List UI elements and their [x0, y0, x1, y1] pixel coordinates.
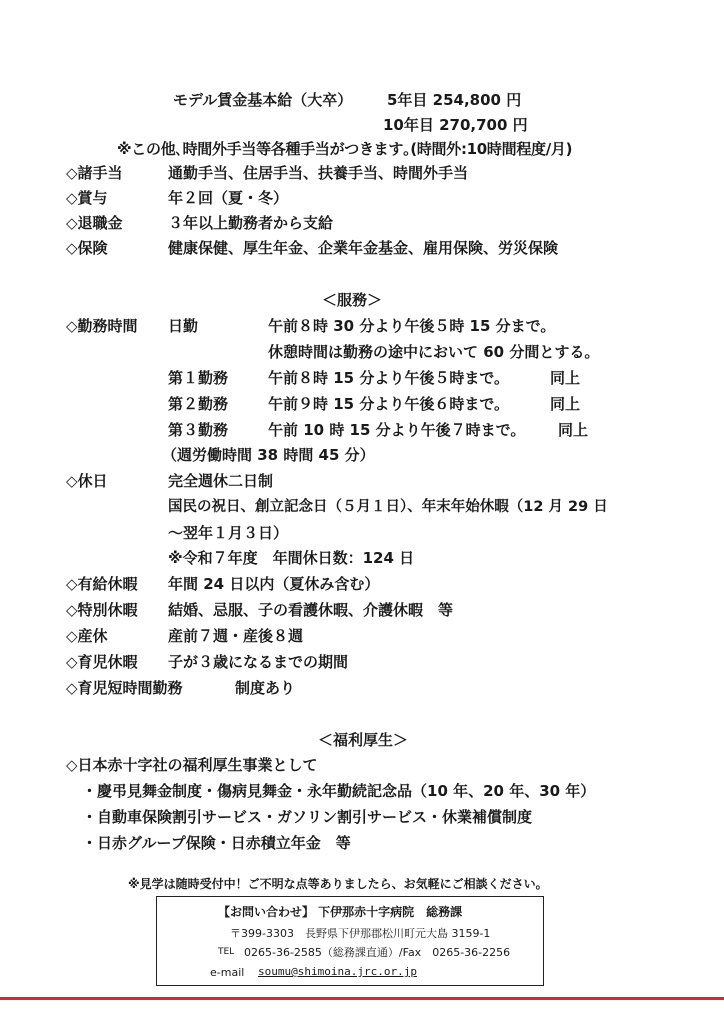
contact-address: 〒399-3303 長野県下伊那郡松川町元大島 3159-1 — [230, 927, 491, 940]
shift-time: 午前８時 30 分より午後５時 15 分まで。 — [268, 317, 556, 335]
leave-label: ◇育児短時間勤務 — [66, 679, 183, 697]
leave-label: ◇有給休暇 — [66, 575, 138, 593]
welfare-item: ・日赤グループ保険・日赤積立年金 等 — [82, 834, 351, 852]
work-hours-label: ◇勤務時間 — [66, 317, 138, 335]
visit-note: ※見学は随時受付中！ご不明な点等ありましたら、お気軽にご相談ください。 — [128, 877, 548, 891]
leave-value: 子が３歳になるまでの期間 — [168, 653, 349, 671]
shift-extra: 同上 — [558, 421, 589, 439]
leave-label: ◇産休 — [66, 627, 108, 645]
shift-extra: 同上 — [550, 369, 581, 387]
welfare-intro: ◇日本赤十字社の福利厚生事業として — [66, 756, 318, 774]
holiday-line: ※令和７年度 年間休日数：124 日 — [168, 549, 415, 567]
shift-time: 午前 10 時 15 分より午後７時まで。 — [268, 421, 526, 439]
leave-label: ◇育児休暇 — [66, 653, 138, 671]
leave-value: 年間 24 日以内（夏休み含む） — [168, 575, 380, 593]
benefit-label: ◇保険 — [66, 239, 108, 257]
salary-year10: 10年目 270,700 円 — [383, 116, 528, 134]
shift-name: 第３勤務 — [168, 421, 229, 439]
welfare-item: ・自動車保険割引サービス・ガソリン割引サービス・休業補償制度 — [82, 808, 533, 826]
break-time-note: 休憩時間は勤務の途中において 60 分間とする。 — [268, 343, 600, 361]
benefit-value: ３年以上勤務者から支給 — [168, 214, 334, 232]
leave-value: 結婚、忌服、子の看護休暇、介護休暇 等 — [168, 601, 454, 619]
benefit-value: 通勤手当、住居手当、扶養手当、時間外手当 — [168, 164, 469, 182]
benefit-value: 年２回（夏・冬） — [168, 189, 289, 207]
shift-extra: 同上 — [550, 395, 581, 413]
salary-note: ※この他､時間外手当等各種手当がつきます｡(時間外:10時間程度/月) — [117, 140, 573, 158]
bottom-accent-line — [0, 997, 724, 1000]
benefit-label: ◇諸手当 — [66, 164, 123, 182]
leave-label: ◇特別休暇 — [66, 601, 138, 619]
holiday-line: ～翌年１月３日） — [168, 524, 289, 542]
shift-name: 第２勤務 — [168, 395, 229, 413]
salary-year5: 5年目 254,800 円 — [387, 91, 522, 109]
holiday-label: ◇休日 — [66, 472, 108, 490]
leave-value: 制度あり — [235, 679, 296, 697]
holiday-line: 国民の祝日、創立記念日（５月１日）、年末年始休暇（12 月 29 日 — [168, 499, 608, 515]
service-heading: ＜服務＞ — [322, 291, 383, 309]
welfare-heading: ＜福利厚生＞ — [318, 731, 409, 749]
shift-name: 日勤 — [168, 317, 199, 335]
contact-email-link[interactable]: soumu@shimoina.jrc.or.jp — [258, 965, 417, 978]
email-label: e-mail — [210, 966, 245, 979]
benefit-value: 健康保健、厚生年金、企業年金基金、雇用保険、労災保険 — [168, 239, 559, 257]
benefit-label: ◇退職金 — [66, 214, 123, 232]
benefit-label: ◇賞与 — [66, 189, 108, 207]
leave-value: 産前７週・産後８週 — [168, 627, 304, 645]
holiday-line: 完全週休二日制 — [168, 472, 274, 490]
shift-time: 午前９時 15 分より午後６時まで。 — [268, 395, 510, 413]
welfare-item: ・慶弔見舞金制度・傷病見舞金・永年勤続記念品（10 年、20 年、30 年） — [82, 782, 596, 800]
shift-name: 第１勤務 — [168, 369, 229, 387]
salary-label: モデル賃金基本給（大卒） — [173, 91, 353, 109]
contact-title: 【お問い合わせ】 下伊那赤十字病院 総務課 — [218, 905, 463, 919]
weekly-hours: （週労働時間 38 時間 45 分） — [162, 446, 375, 464]
contact-tel: 0265-36-2585（総務課直通）/Fax 0265-36-2256 — [244, 946, 511, 959]
tel-label: TEL — [218, 947, 235, 957]
shift-time: 午前８時 15 分より午後５時まで。 — [268, 369, 510, 387]
